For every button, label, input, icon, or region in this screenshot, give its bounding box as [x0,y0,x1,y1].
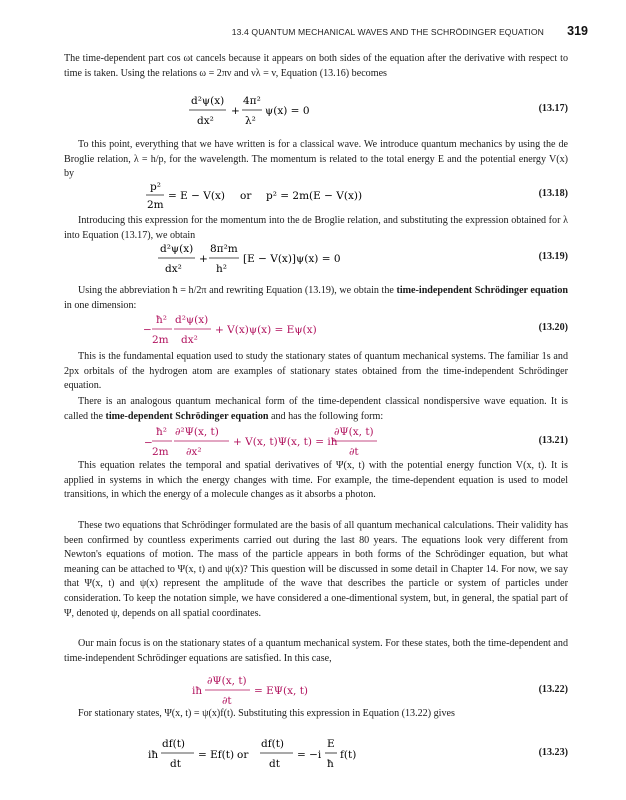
eq21-mid: + V(x, t)Ψ(x, t) = iħ [233,436,338,448]
eq23-den3: ħ [327,758,334,770]
eq23-den2: dt [269,758,280,770]
eq20-num2: d²ψ(x) [175,314,209,326]
eq20-rest: + V(x)ψ(x) = Eψ(x) [215,324,317,336]
eq22-num: ∂Ψ(x, t) [207,675,247,687]
term-time-dependent-schrodinger: time-dependent Schrödinger equation [105,410,269,422]
equation-13-18 [64,178,568,218]
eq19-op: + [199,253,208,265]
equation-number-13-22: (13.22) [538,684,568,695]
paragraph-4-text-a: Using the abbreviation ħ = h/2π and rewriting Equation (13.19), we obtain the [78,285,397,296]
eq18-den: 2m [147,199,164,211]
eq21-num1: ħ² [156,426,167,438]
eq23-den1: dt [170,758,181,770]
equation-13-17 [64,94,568,134]
equation-number-13-20: (13.20) [538,322,568,333]
eq21-den3: ∂t [349,446,359,458]
eq19-den1: dx² [165,263,182,275]
eq17-num1: d²ψ(x) [191,95,225,107]
paragraph-1: The time-dependent part cos ωt cancels because it appears on both sides of the equation after the derivative with respect to time is taken. Using the relations ω = 2πν and νλ = v, Equation (13.16) becomes [64,53,568,79]
equation-13-19 [64,242,568,282]
eq19-num2: 8π²m [210,243,238,255]
paragraph-4-text-b: in one dimension: [64,299,137,311]
equation-number-13-18: (13.18) [538,188,568,199]
eq17-rest: ψ(x) = 0 [265,105,310,117]
equation-13-18-math [64,178,568,218]
paragraph-7: This equation relates the temporal and spatial derivatives of Ψ(x, t) with the potential energy function V(x, t). It is applied in systems in which the energy changes with time. For example, the time-dependent equation is used to model transitions, in which the energy of a molecule changes as it absorbs a photon. [64,460,568,501]
eq23-num1: df(t) [162,738,186,750]
paragraph-6 [64,395,568,424]
eq23-rest1: = Ef(t) [198,749,235,761]
eq18-num: p² [150,181,161,193]
equation-13-20 [64,313,568,353]
eq22-rest: = EΨ(x, t) [254,685,309,697]
equation-13-20-math [64,313,568,353]
paragraph-9: Our main focus is on the stationary states of a quantum mechanical system. For these states, both the time-dependent and time-independent Schrödinger equations are satisfied. In this case, [64,638,568,664]
equation-number-13-19: (13.19) [538,251,568,262]
paragraph-3: Introducing this expression for the momentum into the de Broglie relation, and substituting the expression obtained for λ into Equation (13.17), we obtain [64,215,568,241]
equation-13-23-math [64,737,568,777]
eq23-rest2a: = −i [297,749,322,761]
paragraph-10: For stationary states, Ψ(x, t) = ψ(x)f(t). Substituting this expression in Equation (13.22) gives [78,708,455,719]
eq21-den1: 2m [152,446,169,458]
eq18-or: or [240,190,252,202]
term-time-independent-schrodinger: time-independent Schrödinger equation [396,285,569,296]
eq20-minus: − [143,324,152,336]
eq19-den2: h² [216,263,227,275]
paragraph-5: This is the fundamental equation used to study the stationary states of quantum mechanical systems. The familiar 1s and 2px orbitals of the hydrogen atom are examples of stationary states obtained from the time-independent Schrödinger equation. [64,351,568,392]
eq19-rest: [E − V(x)]ψ(x) = 0 [243,253,341,265]
eq20-den1: 2m [152,334,169,346]
eq22-pre: iħ [192,685,203,697]
eq17-den1: dx² [197,115,214,127]
eq22-den: ∂t [222,695,232,707]
eq20-num1: ħ² [156,314,167,326]
running-title: 13.4 QUANTUM MECHANICAL WAVES AND THE SCHRÖDINGER EQUATION [231,27,544,37]
eq21-minus: − [144,437,153,449]
eq20-den2: dx² [181,334,198,346]
eq23-or: or [237,749,249,761]
eq18-rest: = E − V(x) [168,190,225,202]
equation-13-23 [64,737,568,777]
equation-number-13-17: (13.17) [538,103,568,114]
eq19-num1: d²ψ(x) [160,243,194,255]
eq23-num2: df(t) [261,738,285,750]
eq17-den2: λ² [245,115,256,127]
eq18-alt: p² = 2m(E − V(x)) [266,190,363,202]
paragraph-4 [64,284,568,313]
eq17-op: + [231,105,240,117]
paragraph-2: To this point, everything that we have written is for a classical wave. We introduce quantum mechanics by using the de Broglie relation, λ = h/p, for the wavelength. The momentum is related to the total energy E and the potential energy V(x) by [64,139,568,180]
eq23-pre: iħ [148,749,159,761]
paragraph-6-text-a: There is an analogous quantum mechanical form of the time-dependent classical nondispersive wave equation. It is called the [64,396,568,422]
eq21-num2: ∂²Ψ(x, t) [175,426,219,438]
paragraph-8: These two equations that Schrödinger formulated are the basis of all quantum mechanical calculations. Their validity has been confirmed by countless experiments carried out during the last 80 years. The equations look very different from Newton's equations of motion. The mass of the particle appears in both forms of the Schrödinger equation, but what meaning can be attached to Ψ(x, t) and ψ(x)? This question will be discussed in some detail in Chapter 14. For now, we say that Ψ(x, t) and ψ(x) represent the amplitude of the wave that describes the particle or system of particles under consideration. To keep the notation simple, we have considered a one-dimentional system, but, in general, the spatial part of Ψ, denoted ψ, depends on all spatial coordinates. [64,520,568,619]
equation-13-17-math [64,94,568,134]
eq21-num3: ∂Ψ(x, t) [334,426,374,438]
eq21-den2: ∂x² [186,446,202,458]
equation-number-13-21: (13.21) [538,435,568,446]
eq17-num2: 4π² [243,95,261,107]
eq23-rest2b: f(t) [340,749,357,761]
eq23-num3: E [327,738,335,750]
paragraph-6-text-b: and has the following form: [268,410,384,422]
equation-13-19-math [64,242,568,282]
page-number: 319 [567,24,588,38]
page-header [0,24,626,44]
equation-number-13-23: (13.23) [538,747,568,758]
